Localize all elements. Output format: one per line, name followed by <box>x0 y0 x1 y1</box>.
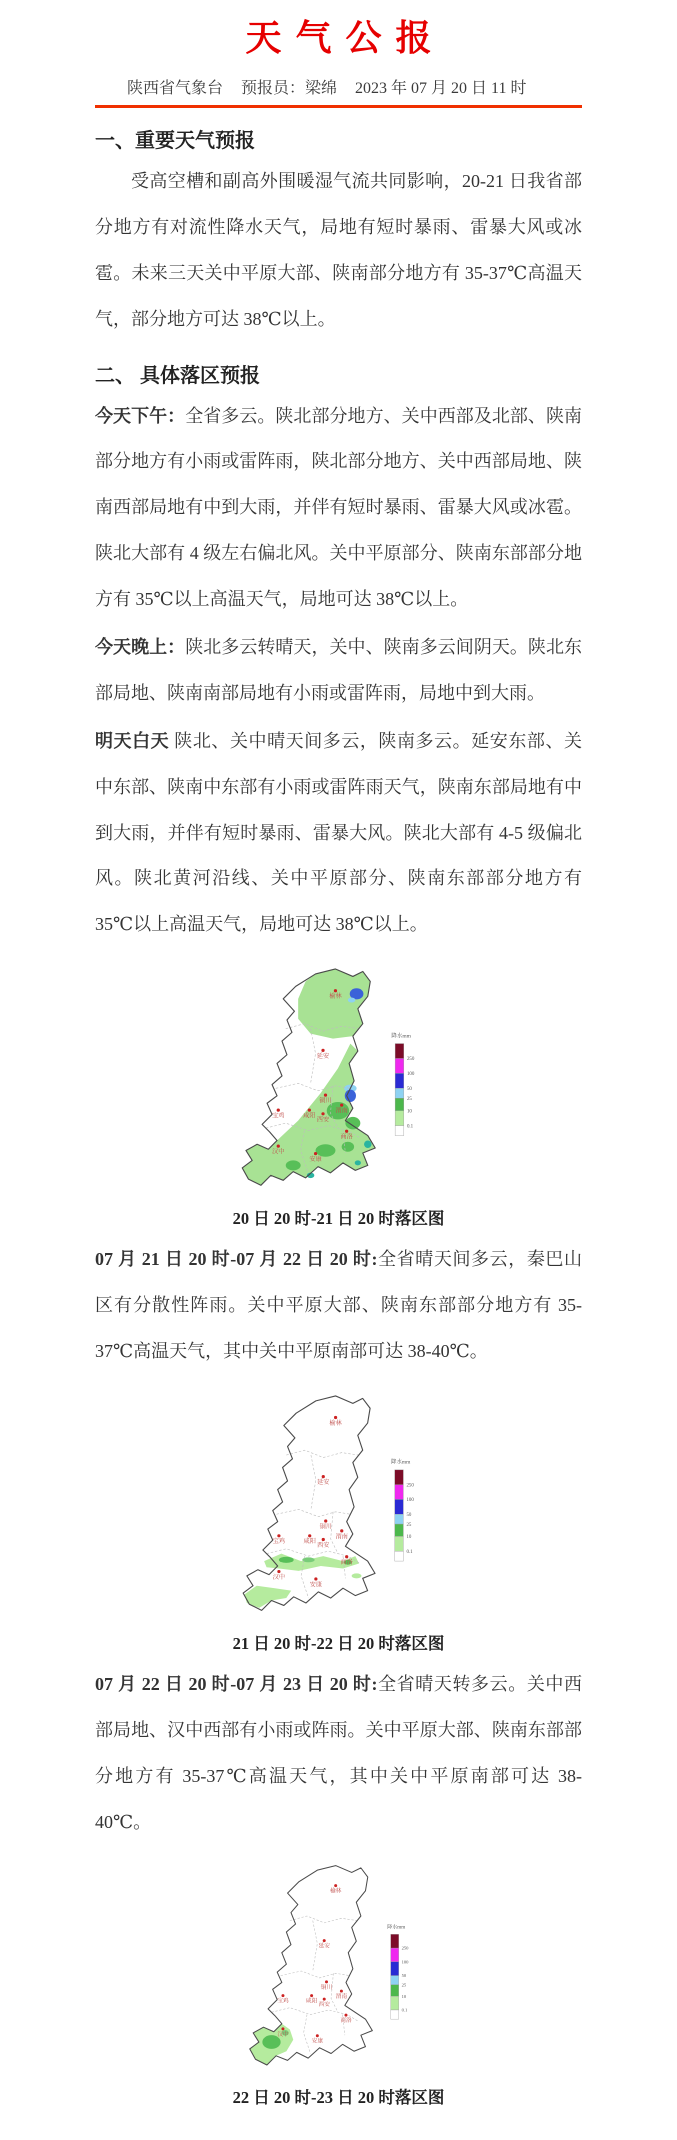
svg-text:降水mm: 降水mm <box>390 1459 411 1466</box>
svg-text:0.1: 0.1 <box>406 1124 414 1130</box>
svg-text:铜川: 铜川 <box>319 1097 332 1105</box>
svg-text:25: 25 <box>406 1522 412 1528</box>
svg-text:安康: 安康 <box>309 1156 322 1164</box>
svg-text:渭南: 渭南 <box>335 1534 348 1541</box>
page-title: 天气公报 <box>245 18 446 58</box>
svg-text:咸阳: 咸阳 <box>303 1112 316 1120</box>
para-tomorrow-daytime <box>95 719 582 948</box>
rainfall-map-22-23 <box>244 1861 433 2073</box>
svg-text:50: 50 <box>406 1087 412 1093</box>
para-21-22 <box>95 1237 582 1375</box>
issue-datetime: 2023 年 07 月 20 日 11 时 <box>355 80 527 97</box>
para-text: 全省多云。陕北部分地方、关中西部及北部、陕南部分地方有小雨或雷阵雨，陕北部分地方、关中西部局地、陕南西部局地有中到大雨，并伴有短时暴雨、雷暴大风或冰雹。陕北大部有 4 级左右偏北风。关中平原部分、陕南东部部分地方有 35℃以上高温天气，局地可达 38℃以上。 <box>95 405 583 610</box>
svg-text:25: 25 <box>401 1982 407 1988</box>
map-caption-22-23: 22 日 20 时-23 日 20 时落区图 <box>232 2088 445 2108</box>
svg-text:25: 25 <box>406 1097 412 1103</box>
svg-text:延安: 延安 <box>318 1944 330 1951</box>
svg-text:汉中: 汉中 <box>272 1574 285 1581</box>
svg-text:安康: 安康 <box>311 2039 324 2046</box>
svg-text:0.1: 0.1 <box>401 2008 408 2014</box>
svg-text:铜川: 铜川 <box>320 1985 333 1992</box>
svg-text:10: 10 <box>406 1109 412 1115</box>
para-text: 陕北多云转晴天，关中、陕南多云间阴天。陕北东部局地、陕南南部局地有小雨或雷阵雨，局地中到大雨。 <box>95 637 583 703</box>
svg-text:榆林: 榆林 <box>329 1420 342 1427</box>
svg-text:宝鸡: 宝鸡 <box>277 1999 289 2006</box>
map-figure-21-22 <box>95 1391 582 1654</box>
para-today-afternoon <box>95 394 582 623</box>
header-meta <box>95 75 582 108</box>
map-caption-21-22: 21 日 20 时-22 日 20 时落区图 <box>232 1633 445 1653</box>
para-tonight <box>95 625 582 717</box>
para-lead: 今天下午： <box>95 405 186 426</box>
svg-text:100: 100 <box>401 1959 409 1965</box>
svg-text:10: 10 <box>401 1994 407 2000</box>
svg-text:250: 250 <box>406 1483 414 1489</box>
svg-text:100: 100 <box>406 1498 414 1504</box>
svg-text:西安: 西安 <box>316 1542 330 1549</box>
svg-text:商洛: 商洛 <box>340 1560 353 1567</box>
svg-text:商洛: 商洛 <box>340 2018 352 2025</box>
svg-text:汉中: 汉中 <box>277 2032 289 2039</box>
map-figure-20-21 <box>95 964 582 1229</box>
section1-heading: 一、重要天气预报 <box>95 130 255 152</box>
svg-text:延安: 延安 <box>316 1053 330 1061</box>
svg-text:西安: 西安 <box>316 1116 330 1124</box>
para-lead: 明天白天 <box>95 730 175 751</box>
svg-text:宝鸡: 宝鸡 <box>272 1539 285 1546</box>
svg-text:降水mm: 降水mm <box>391 1033 411 1040</box>
svg-text:咸阳: 咸阳 <box>305 1999 318 2006</box>
para-lead: 今天晚上： <box>95 637 186 658</box>
svg-text:商洛: 商洛 <box>340 1133 353 1141</box>
svg-text:0.1: 0.1 <box>406 1549 413 1555</box>
svg-text:榆林: 榆林 <box>329 1888 342 1895</box>
svg-text:渭南: 渭南 <box>335 1107 348 1115</box>
svg-text:榆林: 榆林 <box>329 993 342 1001</box>
para-text: 全省晴天转多云。关中西部局地、汉中西部有小雨或阵雨。关中平原大部、陕南东部部分地方有 35-37℃高温天气，其中关中平原南部可达 38-40℃。 <box>95 1673 583 1832</box>
para-text: 陕北、关中晴天间多云，陕南多云。延安东部、关中东部、陕南中东部有小雨或雷阵雨天气，陕南东部局地有中到大雨，并伴有短时暴雨、雷暴大风。陕北大部有 4-5 级偏北风。陕北黄河沿线、关中平原部分、陕南东部部分地方有 35℃以上高温天气，局地可达 38℃以上。 <box>95 730 583 935</box>
para-text: 全省晴天间多云，秦巴山区有分散性阵雨。关中平原大部、陕南东部部分地方有 35-37℃高温天气，其中关中平原南部可达 38-40℃。 <box>95 1249 583 1362</box>
svg-text:安康: 安康 <box>309 1582 322 1589</box>
section2-heading: 二、 具体落区预报 <box>95 364 260 387</box>
svg-text:250: 250 <box>401 1946 409 1952</box>
svg-text:10: 10 <box>406 1535 412 1541</box>
svg-text:250: 250 <box>406 1057 415 1063</box>
svg-text:宝鸡: 宝鸡 <box>271 1112 285 1120</box>
svg-text:50: 50 <box>406 1512 412 1518</box>
svg-text:西安: 西安 <box>318 2002 330 2009</box>
svg-text:50: 50 <box>401 1973 407 1979</box>
svg-text:渭南: 渭南 <box>335 1994 348 2001</box>
issuer-name: 陕西省气象台 <box>127 80 224 97</box>
rainfall-map-20-21 <box>236 964 441 1194</box>
map-caption-20-21: 20 日 20 时-21 日 20 时落区图 <box>232 1209 445 1229</box>
svg-text:降水mm: 降水mm <box>387 1926 406 1932</box>
svg-text:100: 100 <box>406 1072 415 1078</box>
rainfall-map-21-22 <box>237 1391 440 1619</box>
svg-text:铜川: 铜川 <box>319 1524 332 1531</box>
map-figure-22-23 <box>95 1861 582 2108</box>
para-22-23 <box>95 1662 582 1846</box>
forecaster-name: 预报员：梁绵 <box>241 80 338 97</box>
important-forecast-paragraph: 受高空槽和副高外围暖湿气流共同影响，20-21 日我省部分地方有对流性降水天气，局地有短时暴雨、雷暴大风或冰雹。未来三天关中平原大部、陕南部分地方有 35-37℃高温天气，部分地方可达 38℃以上。 <box>95 171 582 329</box>
para-lead: 07 月 22 日 20 时-07 月 23 日 20 时: <box>95 1673 378 1694</box>
svg-text:汉中: 汉中 <box>271 1148 285 1156</box>
para-lead: 07 月 21 日 20 时-07 月 22 日 20 时: <box>95 1249 378 1270</box>
svg-text:延安: 延安 <box>316 1479 330 1486</box>
svg-text:咸阳: 咸阳 <box>303 1539 316 1546</box>
